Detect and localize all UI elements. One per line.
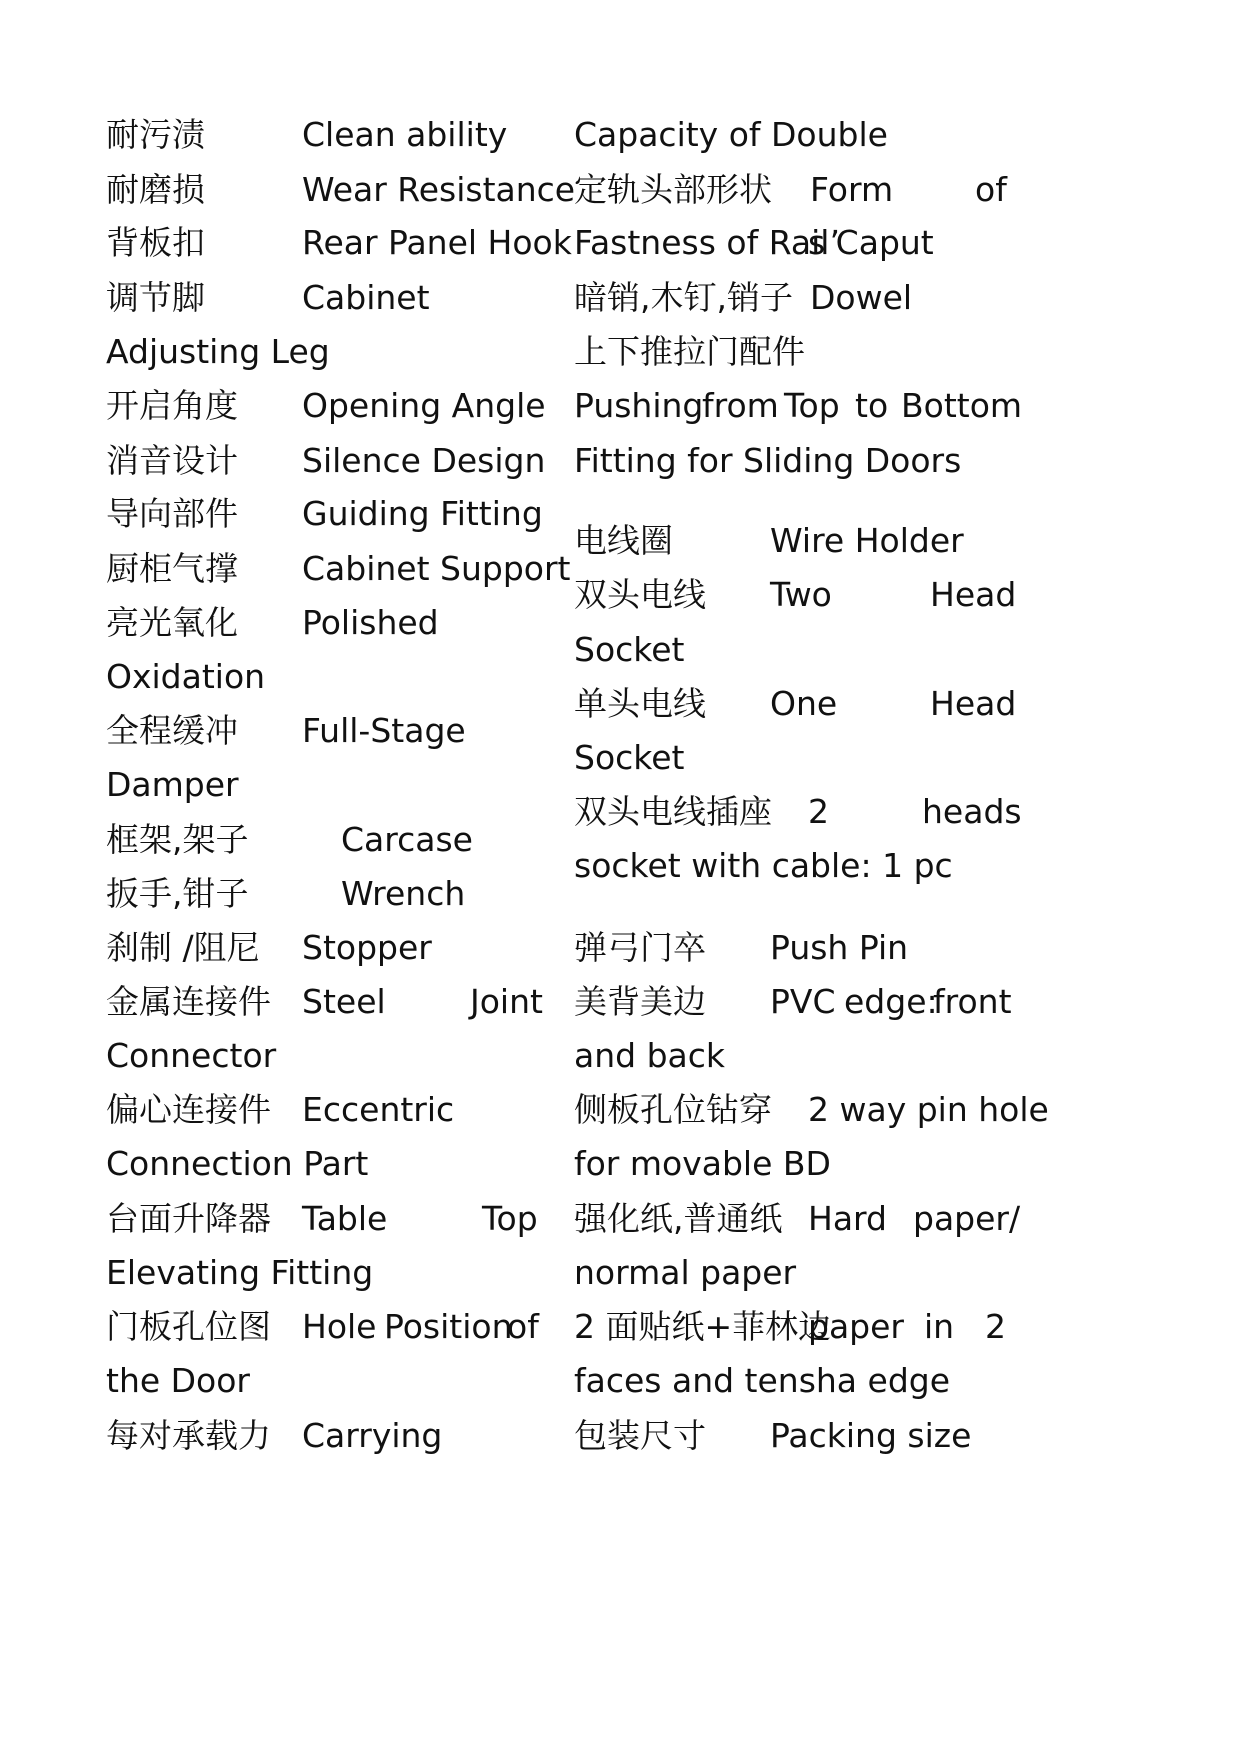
- term-en-continued: Socket: [574, 738, 685, 777]
- term-zh: 框架,架子: [106, 820, 249, 859]
- term-en-continued: Connector: [106, 1036, 277, 1075]
- term-en-word: paper: [808, 1307, 904, 1346]
- term-en-word: Top: [784, 386, 840, 425]
- term-en: Carrying: [302, 1416, 443, 1455]
- term-en-continued: Oxidation: [106, 657, 266, 696]
- term-en-word: paper/: [913, 1199, 1021, 1238]
- term-en-continued: and back: [574, 1036, 725, 1075]
- term-en: Packing size: [770, 1416, 972, 1455]
- term-en-word: of: [975, 170, 1007, 209]
- term-zh: 暗销,木钉,销子: [574, 278, 793, 317]
- term-en: Push Pin: [770, 928, 909, 967]
- term-en-word: PVC: [770, 982, 836, 1021]
- term-en-word: One: [770, 684, 838, 723]
- term-en-word: front: [933, 982, 1012, 1021]
- term-zh: 调节脚: [106, 278, 205, 317]
- term-en: Dowel: [810, 278, 913, 317]
- term-en-continued: s Caput: [808, 223, 934, 262]
- term-zh: 亮光氧化: [106, 603, 238, 642]
- term-en-word: 2: [985, 1307, 1006, 1346]
- term-en: Wrench: [341, 874, 466, 913]
- term-en: Guiding Fitting: [302, 494, 543, 533]
- term-en: Carcase: [341, 820, 473, 859]
- term-zh: 耐磨损: [106, 170, 205, 209]
- term-zh: 侧板孔位钻穿: [574, 1090, 772, 1129]
- term-en: Rear Panel Hook: [302, 223, 572, 262]
- term-zh: 扳手,钳子: [106, 874, 249, 913]
- term-en-word: in: [924, 1307, 955, 1346]
- term-zh: 强化纸,普通纸: [574, 1199, 783, 1238]
- term-en-word: Table: [302, 1199, 388, 1238]
- term-en-continued: Capacity of Double: [574, 115, 888, 154]
- term-zh: 双头电线: [574, 575, 706, 614]
- term-en-continued: Fastness of Rail’: [574, 223, 840, 262]
- term-en-continued: Fitting for Sliding Doors: [574, 441, 962, 480]
- term-en-continued: normal paper: [574, 1253, 797, 1292]
- term-zh: 消音设计: [106, 441, 238, 480]
- term-zh: 背板扣: [106, 223, 205, 262]
- term-zh: 包装尺寸: [574, 1416, 706, 1455]
- term-en-word: Two: [770, 575, 832, 614]
- term-zh: 耐污渍: [106, 115, 205, 154]
- term-zh: 门板孔位图: [106, 1307, 271, 1346]
- term-en-word: Form: [810, 170, 894, 209]
- term-en-word: to: [855, 386, 889, 425]
- term-en-word: Pushing: [574, 386, 704, 425]
- term-en-continued: faces and tensha edge: [574, 1361, 951, 1400]
- term-en-continued: Socket: [574, 630, 685, 669]
- term-zh: 双头电线插座: [574, 792, 772, 831]
- term-zh: 导向部件: [106, 494, 238, 533]
- term-zh: 全程缓冲: [106, 711, 238, 750]
- term-en-word: 2: [808, 792, 829, 831]
- term-en: Stopper: [302, 928, 432, 967]
- term-en-continued: Connection Part: [106, 1144, 369, 1183]
- term-en-continued: socket with cable: 1 pc: [574, 846, 953, 885]
- term-zh: 美背美边: [574, 982, 706, 1021]
- term-en: Cabinet Support: [302, 549, 571, 588]
- term-en: Wear Resistance: [302, 170, 576, 209]
- term-en: Cabinet: [302, 278, 430, 317]
- term-zh: 电线圈: [574, 521, 673, 560]
- term-en: Wire Holder: [770, 521, 964, 560]
- term-en-word: Bottom: [901, 386, 1023, 425]
- term-zh: 台面升降器: [106, 1199, 271, 1238]
- term-en-continued: for movable BD: [574, 1144, 831, 1183]
- term-zh: 开启角度: [106, 386, 238, 425]
- term-zh: 偏心连接件: [106, 1090, 271, 1129]
- term-zh: 每对承载力: [106, 1416, 271, 1455]
- term-en-word: heads: [922, 792, 1022, 831]
- term-en-word: Position: [384, 1307, 513, 1346]
- term-en-word: from: [702, 386, 779, 425]
- term-en-word: Top: [482, 1199, 538, 1238]
- term-en-word: edge:: [844, 982, 938, 1021]
- term-en-word: Head: [930, 684, 1017, 723]
- term-en: Eccentric: [302, 1090, 455, 1129]
- term-en-word: Hole: [302, 1307, 377, 1346]
- term-en-continued: Adjusting Leg: [106, 332, 330, 371]
- term-en: Opening Angle: [302, 386, 546, 425]
- term-zh: 金属连接件: [106, 982, 271, 1021]
- term-en: 2 way pin hole: [808, 1090, 1049, 1129]
- term-zh: 上下推拉门配件: [574, 332, 805, 371]
- term-en-word: Joint: [470, 982, 543, 1021]
- term-en-continued: Damper: [106, 765, 239, 804]
- term-en-word: Steel: [302, 982, 386, 1021]
- term-zh: 2 面贴纸+菲林边: [574, 1307, 832, 1346]
- term-en-word: Hard: [808, 1199, 887, 1238]
- term-en-continued: the Door: [106, 1361, 251, 1400]
- term-en-continued: Elevating Fitting: [106, 1253, 374, 1292]
- term-en: Clean ability: [302, 115, 508, 154]
- term-en: Full-Stage: [302, 711, 466, 750]
- term-en: Silence Design: [302, 441, 546, 480]
- term-zh: 定轨头部形状: [574, 170, 772, 209]
- term-en: Polished: [302, 603, 439, 642]
- term-zh: 单头电线: [574, 684, 706, 723]
- term-zh: 厨柜气撑: [106, 549, 238, 588]
- term-zh: 刹制 /阻尼: [106, 928, 260, 967]
- term-zh: 弹弓门卒: [574, 928, 706, 967]
- term-en-word: Head: [930, 575, 1017, 614]
- term-en-word: of: [507, 1307, 539, 1346]
